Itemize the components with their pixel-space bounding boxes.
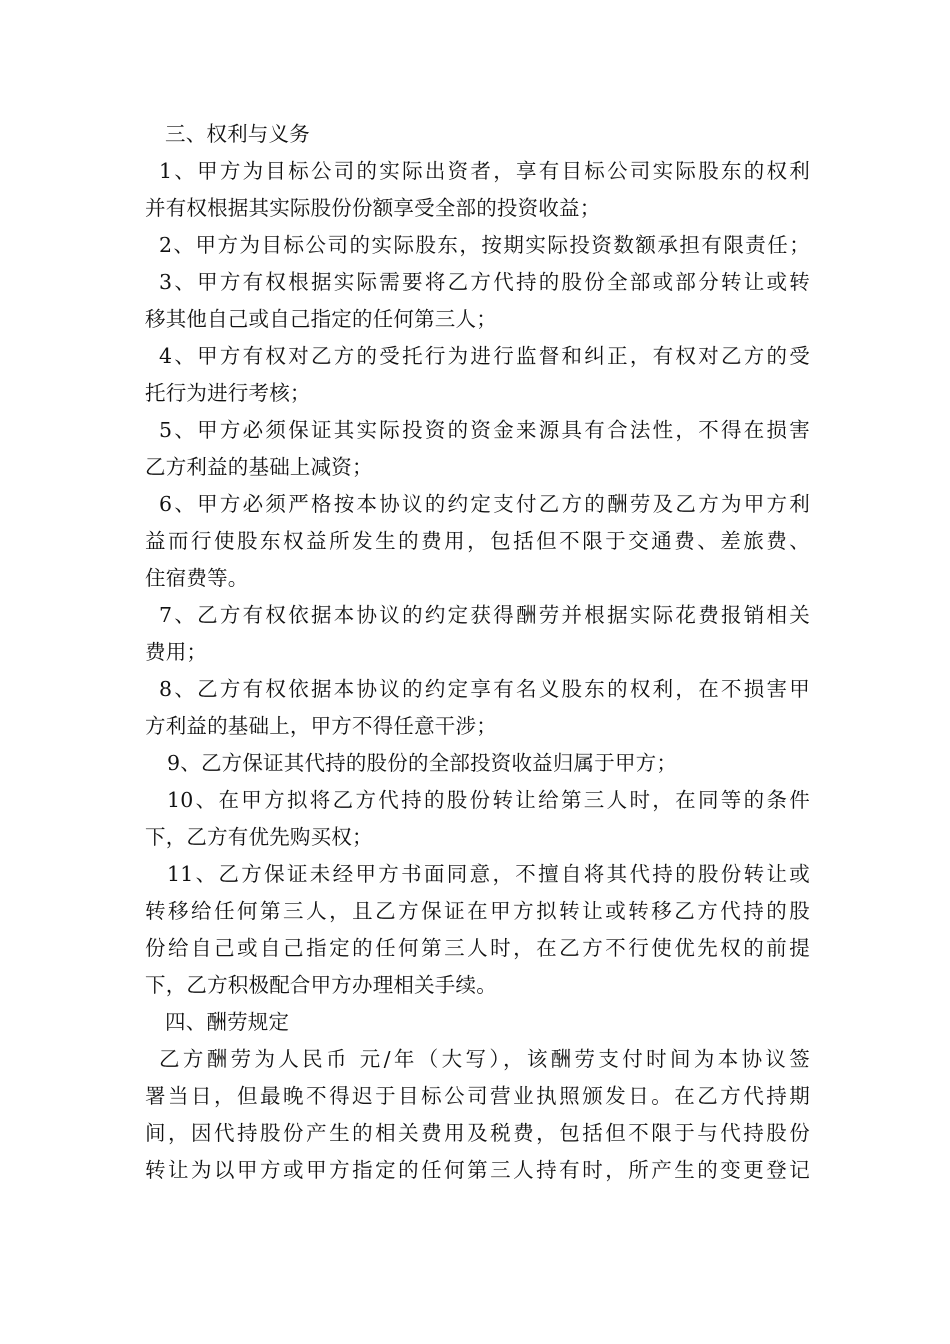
paragraph-line: 2、甲方为目标公司的实际股东，按期实际投资数额承担有限责任； bbox=[159, 233, 810, 257]
paragraph-line: 移其他自己或自己指定的任何第三人； bbox=[145, 307, 497, 331]
paragraph-line: 11、乙方保证未经甲方书面同意，不擅自将其代持的股份转让或 bbox=[167, 862, 810, 886]
paragraph-line: 3、甲方有权根据实际需要将乙方代持的股份全部或部分转让或转 bbox=[159, 270, 810, 294]
paragraph-line: 益而行使股东权益所发生的费用，包括但不限于交通费、差旅费、 bbox=[145, 529, 810, 553]
paragraph-line: 住宿费等。 bbox=[145, 566, 249, 590]
paragraph-line: 6、甲方必须严格按本协议的约定支付乙方的酬劳及乙方为甲方利 bbox=[159, 492, 810, 516]
paragraph-line: 署当日，但最晚不得迟于目标公司营业执照颁发日。在乙方代持期 bbox=[145, 1084, 810, 1108]
section-heading-rights: 三、权利与义务 bbox=[165, 122, 310, 146]
paragraph-line: 乙方酬劳为人民币 元/年（大写），该酬劳支付时间为本协议签 bbox=[159, 1047, 810, 1071]
paragraph-line: 间，因代持股份产生的相关费用及税费，包括但不限于与代持股份 bbox=[145, 1121, 810, 1145]
paragraph-line: 8、乙方有权依据本协议的约定享有名义股东的权利，在不损害甲 bbox=[159, 677, 810, 701]
document-body bbox=[145, 116, 810, 1189]
paragraph-line: 9、乙方保证其代持的股份的全部投资收益归属于甲方； bbox=[167, 751, 678, 775]
paragraph-line: 乙方利益的基础上减资； bbox=[145, 455, 373, 479]
paragraph-line: 份给自己或自己指定的任何第三人时，在乙方不行使优先权的前提 bbox=[145, 936, 810, 960]
paragraph-line: 方利益的基础上，甲方不得任意干涉； bbox=[145, 714, 497, 738]
paragraph-line: 并有权根据其实际股份份额享受全部的投资收益； bbox=[145, 196, 601, 220]
paragraph-line: 10、在甲方拟将乙方代持的股份转让给第三人时，在同等的条件 bbox=[167, 788, 810, 812]
paragraph-line: 费用； bbox=[145, 640, 208, 664]
paragraph-line: 1、甲方为目标公司的实际出资者，享有目标公司实际股东的权利 bbox=[159, 159, 810, 183]
paragraph-line: 下，乙方积极配合甲方办理相关手续。 bbox=[145, 973, 497, 997]
paragraph-line: 托行为进行考核； bbox=[145, 381, 311, 405]
paragraph-line: 5、甲方必须保证其实际投资的资金来源具有合法性，不得在损害 bbox=[159, 418, 810, 442]
section-heading-remuneration: 四、酬劳规定 bbox=[165, 1010, 290, 1034]
paragraph-line: 转移给任何第三人，且乙方保证在甲方拟转让或转移乙方代持的股 bbox=[145, 899, 810, 923]
paragraph-line: 转让为以甲方或甲方指定的任何第三人持有时，所产生的变更登记 bbox=[145, 1158, 810, 1182]
paragraph-line: 7、乙方有权依据本协议的约定获得酬劳并根据实际花费报销相关 bbox=[159, 603, 810, 627]
paragraph-line: 下，乙方有优先购买权； bbox=[145, 825, 373, 849]
paragraph-line: 4、甲方有权对乙方的受托行为进行监督和纠正，有权对乙方的受 bbox=[159, 344, 810, 368]
